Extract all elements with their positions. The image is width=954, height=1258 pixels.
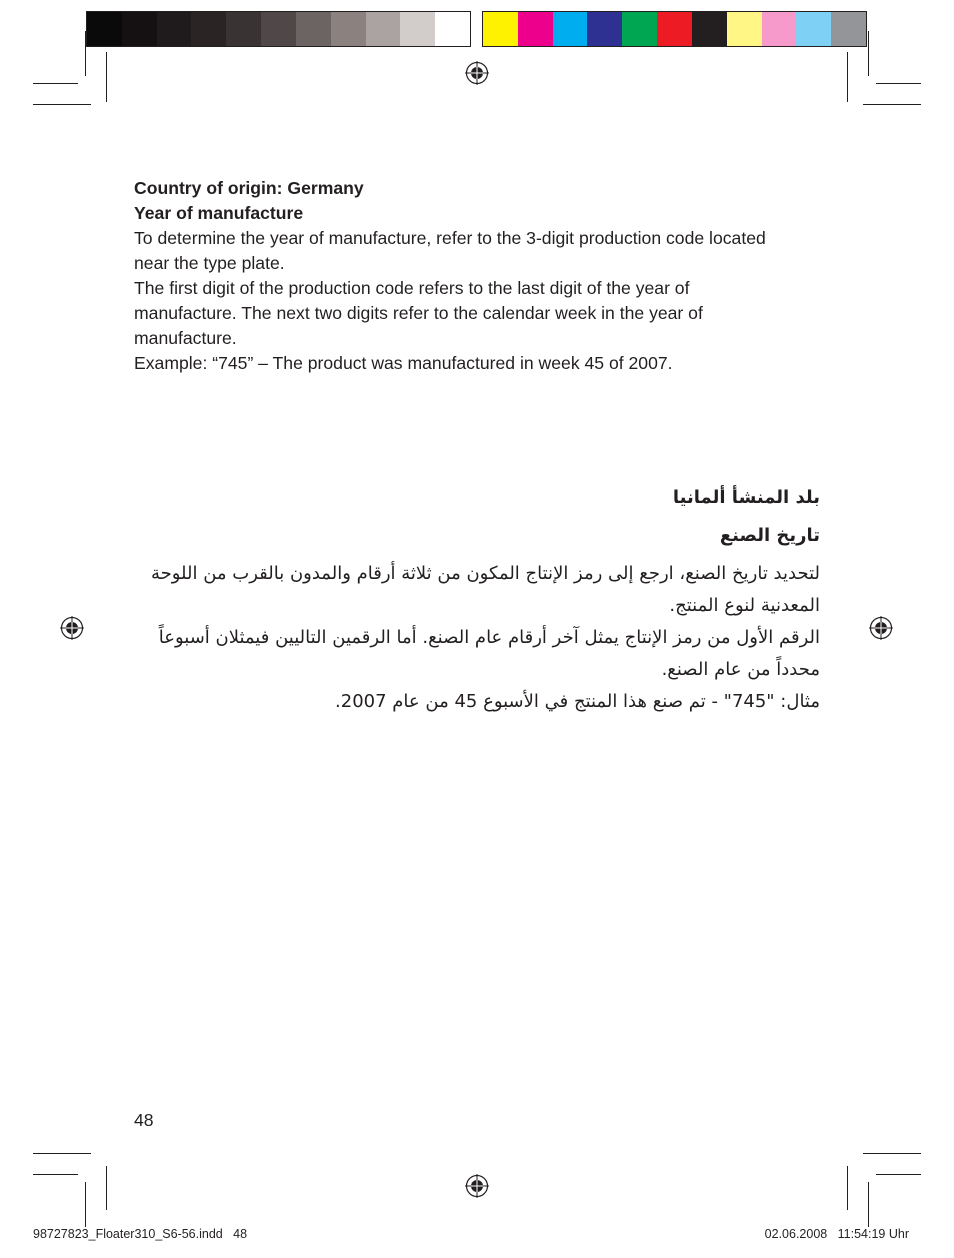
color-swatch bbox=[226, 12, 261, 46]
color-swatch bbox=[796, 12, 831, 46]
registration-mark-icon bbox=[60, 616, 84, 640]
crop-mark bbox=[85, 1182, 86, 1227]
color-swatch bbox=[622, 12, 657, 46]
crop-mark bbox=[868, 1182, 869, 1227]
section-heading: Year of manufacture bbox=[134, 203, 304, 223]
crop-mark bbox=[847, 52, 848, 102]
color-swatch bbox=[483, 12, 518, 46]
example-line: مثال: "745" - تم صنع هذا المنتج في الأسبوع 45 من عام 2007. bbox=[335, 691, 820, 712]
crop-mark bbox=[106, 1166, 107, 1210]
crop-mark bbox=[868, 31, 869, 76]
country-of-origin: Country of origin: Germany bbox=[134, 178, 364, 198]
color-swatch bbox=[400, 12, 435, 46]
crop-mark bbox=[33, 83, 78, 84]
crop-mark bbox=[106, 52, 107, 102]
color-swatch bbox=[762, 12, 797, 46]
color-swatch bbox=[331, 12, 366, 46]
paragraph: To determine the year of manufacture, refer to the 3-digit production code located near the type plate. bbox=[134, 228, 766, 273]
registration-mark-icon bbox=[869, 616, 893, 640]
color-swatch bbox=[553, 12, 588, 46]
color-swatch bbox=[518, 12, 553, 46]
english-section bbox=[134, 176, 794, 376]
crop-mark bbox=[33, 1153, 91, 1154]
registration-mark-icon bbox=[465, 1174, 489, 1198]
country-of-origin: بلد المنشأ ألمانيا bbox=[672, 487, 820, 508]
paragraph: لتحديد تاريخ الصنع، ارجع إلى رمز الإنتاج المكون من ثلاثة أرقام والمدون بالقرب من اللوحة المعدنية لنوع المنتج. bbox=[150, 563, 820, 616]
section-heading: تاريخ الصنع bbox=[719, 525, 820, 546]
crop-mark bbox=[33, 104, 91, 105]
color-swatch bbox=[727, 12, 762, 46]
crop-mark bbox=[876, 83, 921, 84]
color-swatch bbox=[191, 12, 226, 46]
color-swatch bbox=[692, 12, 727, 46]
paragraph: الرقم الأول من رمز الإنتاج يمثل آخر أرقام عام الصنع. أما الرقمين التاليين فيمثلان أسبوعاً محدداً من عام الصنع. bbox=[158, 627, 820, 680]
crop-mark bbox=[876, 1174, 921, 1175]
slug-timestamp: 02.06.2008 11:54:19 Uhr bbox=[764, 1227, 909, 1241]
color-swatch bbox=[657, 12, 692, 46]
page-number: 48 bbox=[134, 1110, 154, 1130]
color-swatch bbox=[831, 12, 866, 46]
color-swatch bbox=[296, 12, 331, 46]
color-swatch bbox=[157, 12, 192, 46]
crop-mark bbox=[847, 1166, 848, 1210]
grayscale-calibration-bar bbox=[86, 11, 471, 47]
color-swatch bbox=[261, 12, 296, 46]
crop-mark bbox=[85, 31, 86, 76]
slug-filename: 98727823_Floater310_S6-56.indd 48 bbox=[33, 1227, 248, 1241]
crop-mark bbox=[863, 1153, 921, 1154]
crop-mark bbox=[863, 104, 921, 105]
color-calibration-bar bbox=[482, 11, 867, 47]
color-swatch bbox=[87, 12, 122, 46]
arabic-section bbox=[130, 482, 820, 718]
color-swatch bbox=[435, 12, 470, 46]
paragraph: The first digit of the production code refers to the last digit of the year of manufacture. The next two digits refer to the calendar week in the year of manufacture. bbox=[134, 278, 703, 348]
color-swatch bbox=[587, 12, 622, 46]
example-line: Example: “745” – The product was manufactured in week 45 of 2007. bbox=[134, 353, 673, 373]
registration-mark-icon bbox=[465, 61, 489, 85]
crop-mark bbox=[33, 1174, 78, 1175]
color-swatch bbox=[366, 12, 401, 46]
color-swatch bbox=[122, 12, 157, 46]
